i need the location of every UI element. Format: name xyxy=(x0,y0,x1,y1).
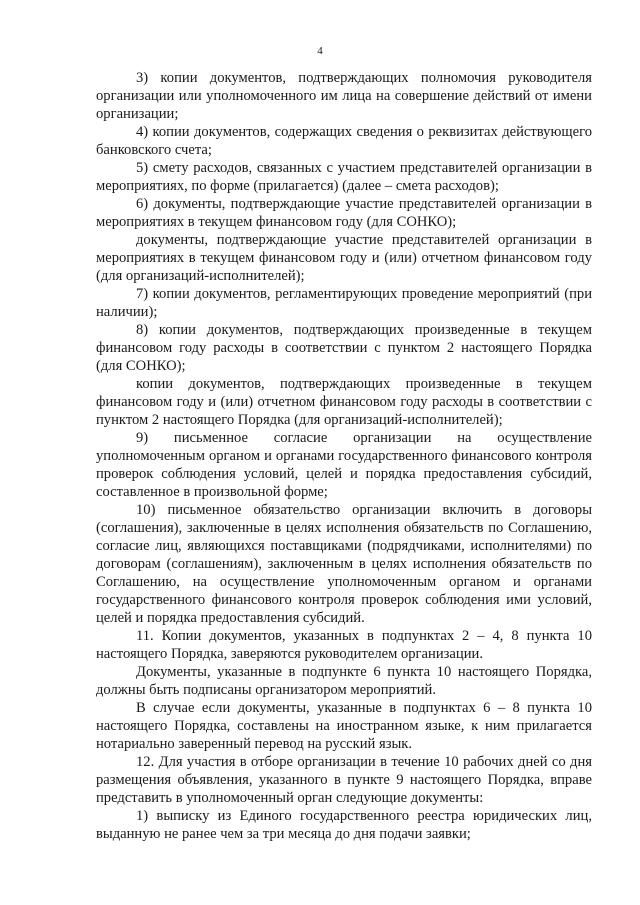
paragraph-item-3: 3) копии документов, подтверждающих полномочия руководителя организации или уполномоченного им лица на совершение действий от имени организации; xyxy=(96,70,592,122)
paragraph-item-9: 9) письменное согласие организации на осуществление уполномоченным органом и органами государственного финансового контроля проверок соблюдения условий, целей и порядка предоставления субсидий, составленное в произвольной форме; xyxy=(96,430,592,500)
paragraph-item-5: 5) смету расходов, связанных с участием представителей организации в мероприятиях, по форме (прилагается) (далее – смета расходов); xyxy=(96,160,592,194)
paragraph-item-10: 10) письменное обязательство организации включить в договоры (соглашения), заключенные в целях исполнения обязательств по Соглашению, согласие лиц, являющихся поставщиками (подрядчиками, исполнителями) по договорам (соглашениям), заключенным в целях исполнения обязательств по Соглашению, на осуществление уполномоченным органом и органами государственного финансового контроля проверок соблюдения ими условий, целей и порядка предоставления субсидий. xyxy=(96,502,592,626)
paragraph-section-11: 11. Копии документов, указанных в подпунктах 2 – 4, 8 пункта 10 настоящего Порядка, заверяются руководителем организации. xyxy=(96,628,592,662)
page-number: 4 xyxy=(317,45,323,57)
paragraph-item-6-continued: документы, подтверждающие участие представителей организации в мероприятиях в текущем финансовом году и (или) отчетном финансовом году (для организаций-исполнителей); xyxy=(96,232,592,284)
paragraph-section-12-item-1: 1) выписку из Единого государственного реестра юридических лиц, выданную не ранее чем за три месяца до дня подачи заявки; xyxy=(96,808,592,842)
paragraph-item-4: 4) копии документов, содержащих сведения о реквизитах действующего банковского счета; xyxy=(96,124,592,158)
document-body xyxy=(96,69,592,843)
paragraph-item-7: 7) копии документов, регламентирующих проведение мероприятий (при наличии); xyxy=(96,286,592,320)
paragraph-section-12: 12. Для участия в отборе организации в течение 10 рабочих дней со дня размещения объявления, указанного в пункте 9 настоящего Порядка, вправе представить в уполномоченный орган следующие документы: xyxy=(96,754,592,806)
paragraph-item-8: 8) копии документов, подтверждающих произведенные в текущем финансовом году расходы в соответствии с пунктом 2 настоящего Порядка (для СОНКО); xyxy=(96,322,592,374)
paragraph-section-11-signature: Документы, указанные в подпункте 6 пункта 10 настоящего Порядка, должны быть подписаны организатором мероприятий. xyxy=(96,664,592,698)
paragraph-section-11-translation: В случае если документы, указанные в подпунктах 6 – 8 пункта 10 настоящего Порядка, составлены на иностранном языке, к ним прилагается нотариально заверенный перевод на русский язык. xyxy=(96,700,592,752)
paragraph-item-8-continued: копии документов, подтверждающих произведенные в текущем финансовом году и (или) отчетном финансовом году расходы в соответствии с пунктом 2 настоящего Порядка (для организаций-исполнителей); xyxy=(96,376,592,428)
paragraph-item-6: 6) документы, подтверждающие участие представителей организации в мероприятиях в текущем финансовом году (для СОНКО); xyxy=(96,196,592,230)
